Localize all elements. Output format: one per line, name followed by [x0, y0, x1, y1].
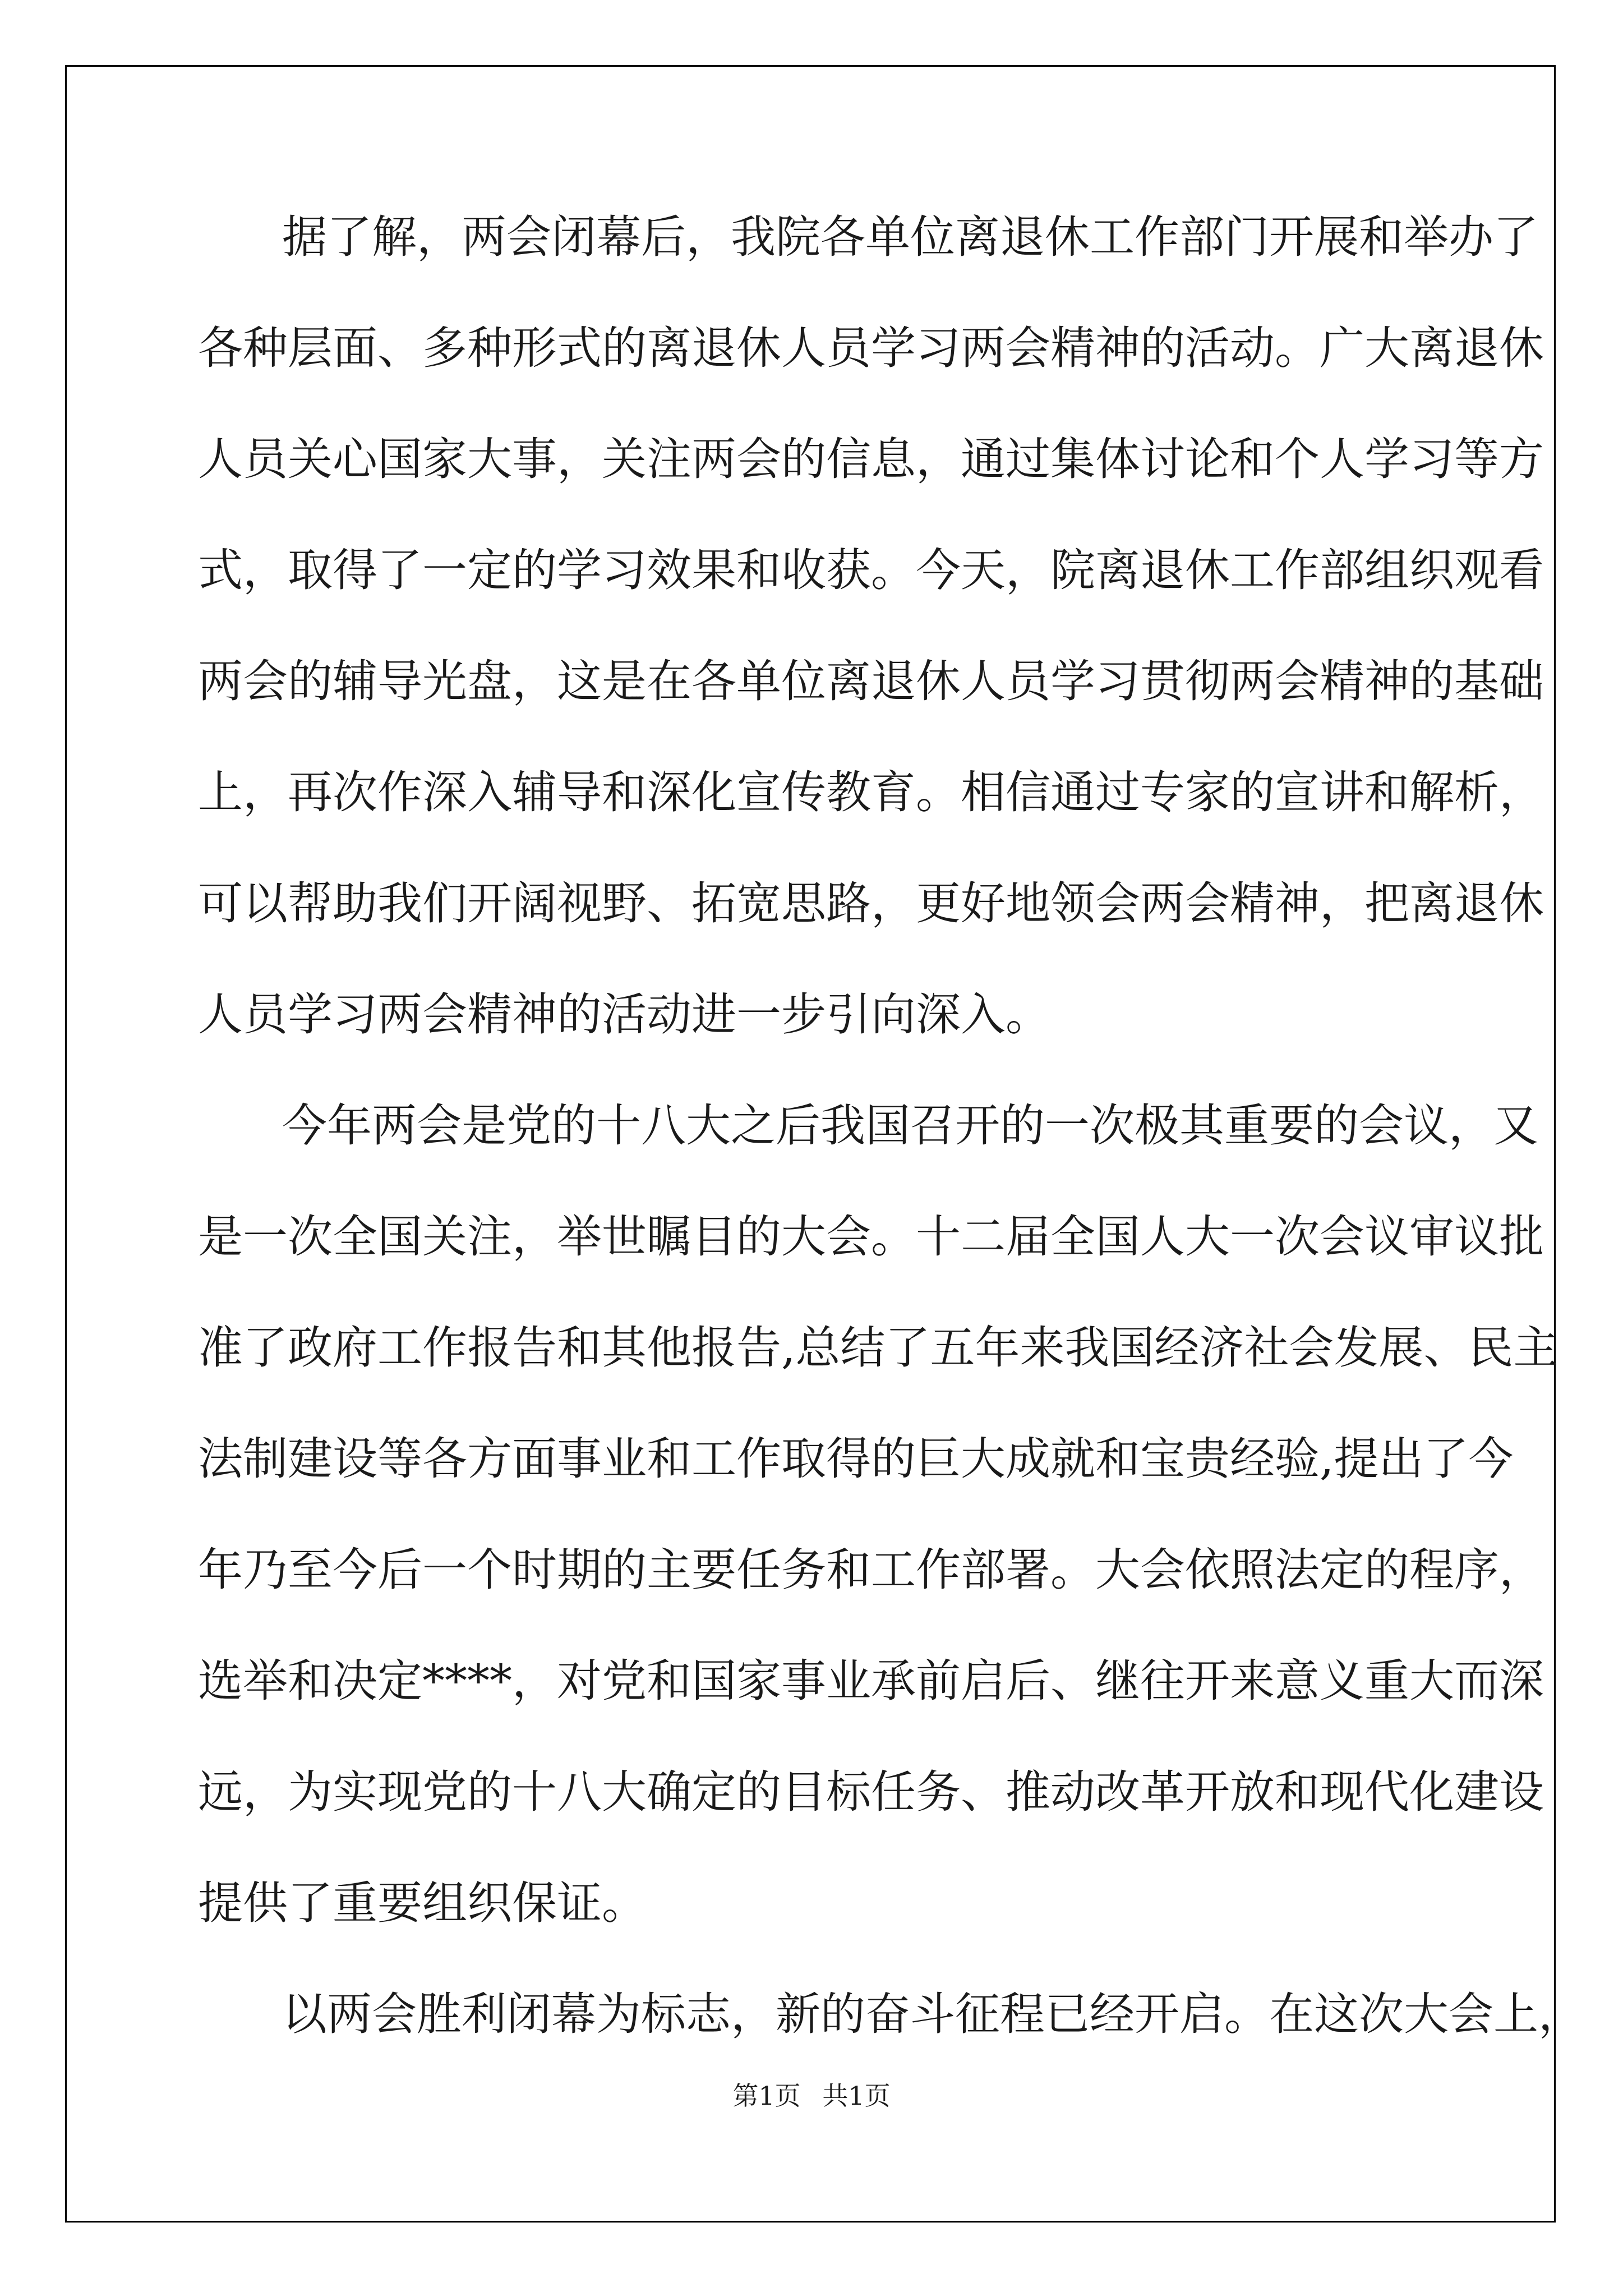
paragraph-2-line-2: 是一次全国关注，举世瞩目的大会。十二届全国人大一次会议审议批 [198, 1211, 1544, 1263]
paragraph-3-line-1: 以两会胜利闭幕为标志，新的奋斗征程已经开启。在这次大会上， [282, 1988, 1583, 2040]
paragraph-2-line-6: 选举和决定****，对党和国家事业承前启后、继往开来意义重大而深 [198, 1655, 1544, 1707]
paragraph-1-line-8: 人员学习两会精神的活动进一步引向深入。 [198, 988, 1050, 1041]
paragraph-1-line-3: 人员关心国家大事，关注两会的信息，通过集体讨论和个人学习等方 [198, 433, 1544, 485]
paragraph-2-line-4: 法制建设等各方面事业和工作取得的巨大成就和宝贵经验,提出了今 [198, 1433, 1514, 1485]
paragraph-2-line-1: 今年两会是党的十八大之后我国召开的一次极其重要的会议，又 [282, 1099, 1538, 1152]
paragraph-1-line-7: 可以帮助我们开阔视野、拓宽思路，更好地领会两会精神，把离退休 [198, 877, 1544, 930]
page-total: 共1页 [822, 2081, 891, 2111]
paragraph-1-line-5: 两会的辅导光盘，这是在各单位离退休人员学习贯彻两会精神的基础 [198, 655, 1544, 707]
paragraph-1-line-4: 式，取得了一定的学习效果和收获。今天，院离退休工作部组织观看 [198, 544, 1544, 596]
page-current: 第1页 [732, 2081, 801, 2111]
page-footer [0, 2076, 1623, 2113]
paragraph-1-line-6: 上，再次作深入辅导和深化宣传教育。相信通过专家的宣讲和解析， [198, 766, 1544, 818]
paragraph-2-line-7: 远，为实现党的十八大确定的目标任务、推动改革开放和现代化建设 [198, 1766, 1544, 1818]
paragraph-2-line-5: 年乃至今后一个时期的主要任务和工作部署。大会依照法定的程序， [198, 1544, 1544, 1596]
paragraph-1-line-1: 据了解，两会闭幕后，我院各单位离退休工作部门开展和举办了 [282, 211, 1538, 263]
paragraph-2-line-3: 准了政府工作报告和其他报告,总结了五年来我国经济社会发展、民主 [198, 1322, 1559, 1374]
paragraph-1-line-2: 各种层面、多种形式的离退休人员学习两会精神的活动。广大离退休 [198, 322, 1544, 374]
paragraph-2-line-8: 提供了重要组织保证。 [198, 1877, 647, 1929]
